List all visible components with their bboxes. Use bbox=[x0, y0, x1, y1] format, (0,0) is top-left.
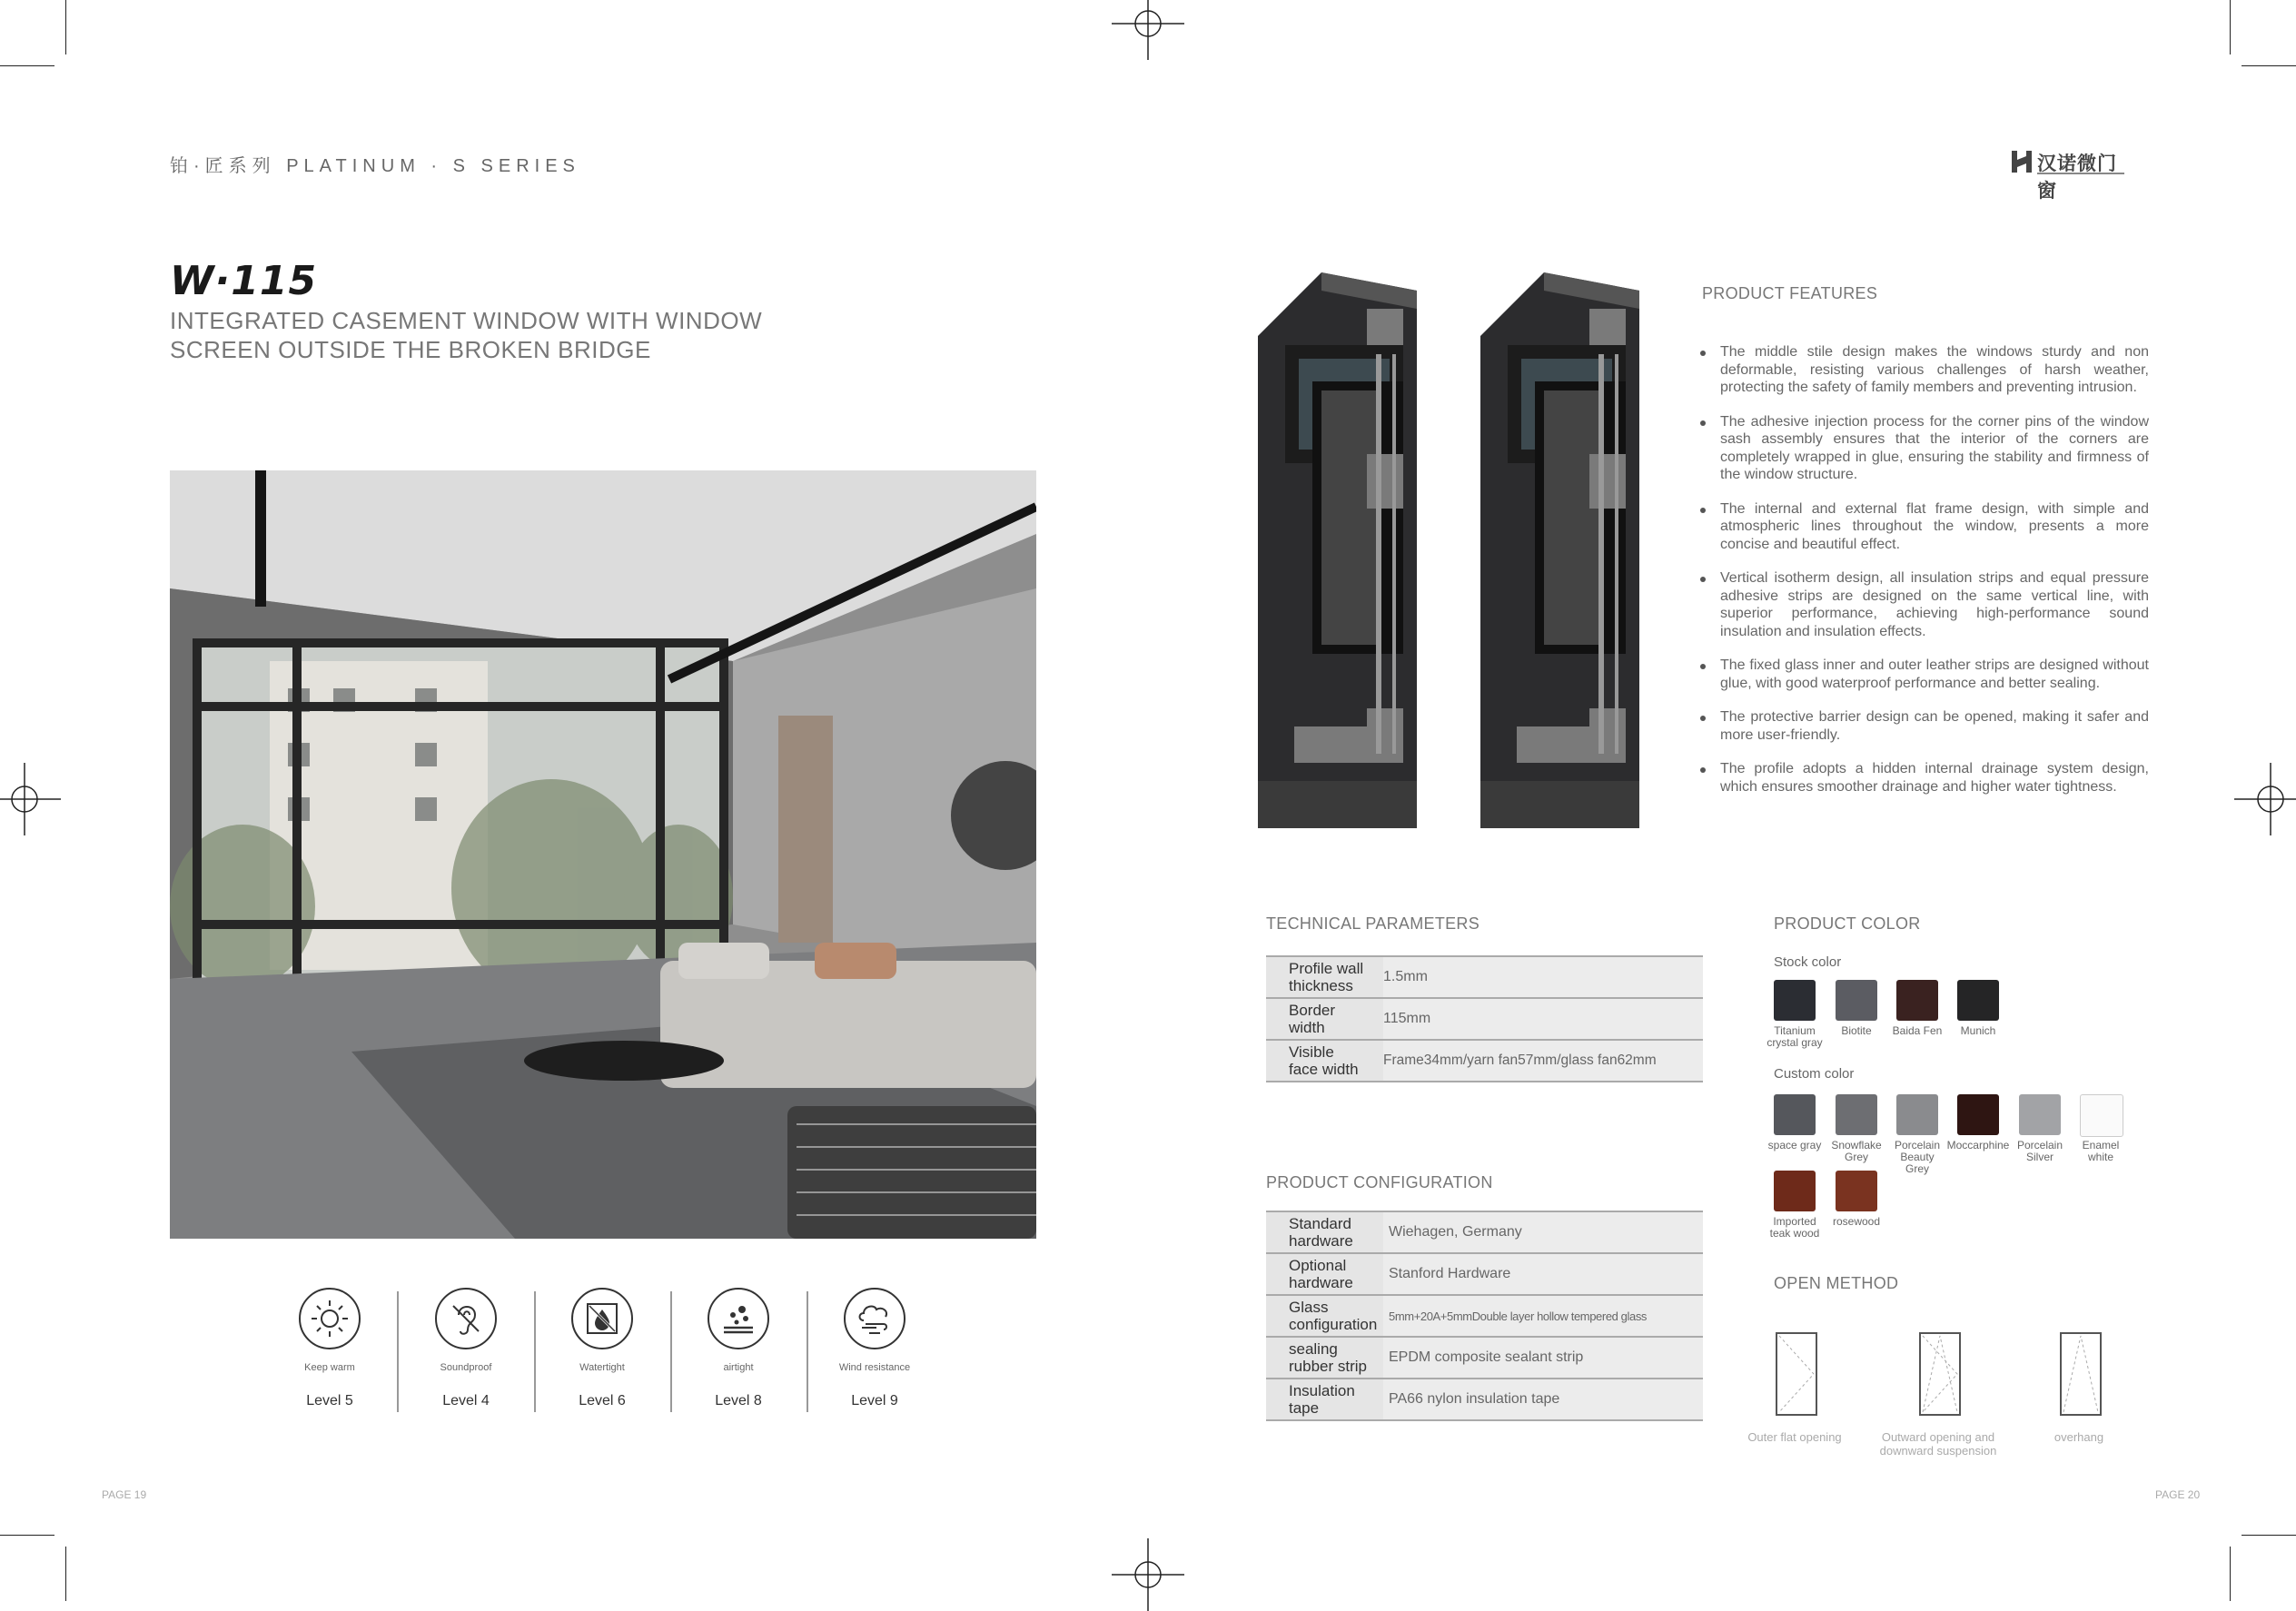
performance-level: Level 4 bbox=[442, 1393, 490, 1408]
param-key: sealing bbox=[1289, 1340, 1338, 1358]
subtitle-line: INTEGRATED CASEMENT WINDOW WITH WINDOW bbox=[170, 307, 763, 334]
registration-mark-icon bbox=[1112, 1538, 1184, 1611]
sun-icon bbox=[299, 1288, 361, 1349]
technical-table bbox=[1266, 955, 1703, 1082]
wind-cloud-icon bbox=[844, 1288, 906, 1349]
param-value: Wiehagen, Germany bbox=[1383, 1211, 1703, 1253]
color-swatch bbox=[1774, 1171, 1816, 1211]
param-key: Profile wall bbox=[1289, 960, 1364, 977]
custom-color-label: Custom color bbox=[1774, 1066, 1855, 1082]
color-name: rosewood bbox=[1832, 1215, 1881, 1228]
table-row bbox=[1266, 1337, 1703, 1379]
profile-cross-section-illustration bbox=[1480, 272, 1639, 828]
feature-item: The fixed glass inner and outer leather strips are designed without glue, with good waterproof performance and better sealing. bbox=[1700, 657, 2149, 692]
table-row bbox=[1266, 1040, 1703, 1082]
ear-icon bbox=[435, 1288, 497, 1349]
brand-logo bbox=[2010, 145, 2128, 202]
color-swatch-label bbox=[1820, 1216, 1893, 1228]
performance-soundproof bbox=[398, 1288, 534, 1409]
performance-wind-resistance bbox=[807, 1288, 943, 1409]
param-key: hardware bbox=[1289, 1274, 1353, 1291]
param-value: 1.5mm bbox=[1383, 956, 1703, 998]
color-name: Grey bbox=[1905, 1162, 1929, 1175]
color-name: Porcelain bbox=[1894, 1139, 1941, 1151]
open-method-text: Outward opening and bbox=[1881, 1430, 1995, 1444]
param-value: Frame34mm/yarn fan57mm/glass fan62mm bbox=[1383, 1040, 1703, 1082]
param-value: 5mm+20A+5mmDouble layer hollow tempered glass bbox=[1383, 1295, 1703, 1337]
color-name: teak wood bbox=[1769, 1227, 1820, 1240]
features-title: PRODUCT FEATURES bbox=[1702, 284, 1878, 302]
param-key: Visible bbox=[1289, 1043, 1334, 1061]
open-method-text: overhang bbox=[2054, 1430, 2104, 1444]
param-value: PA66 nylon insulation tape bbox=[1383, 1379, 1703, 1420]
performance-airtight bbox=[670, 1288, 807, 1409]
performance-level: Level 6 bbox=[579, 1393, 626, 1408]
feature-item: The internal and external flat frame design, with simple and atmospheric lines throughout the window, presents a more concise and beautiful effect. bbox=[1700, 500, 2149, 554]
color-swatch bbox=[1896, 1094, 1938, 1135]
color-swatch-label bbox=[2064, 1140, 2137, 1163]
param-key: Standard bbox=[1289, 1215, 1351, 1232]
param-value: Stanford Hardware bbox=[1383, 1253, 1703, 1295]
configuration-title: PRODUCT CONFIGURATION bbox=[1266, 1173, 1493, 1191]
param-key: Glass bbox=[1289, 1299, 1329, 1316]
param-key: face width bbox=[1289, 1061, 1359, 1078]
param-key: Optional bbox=[1289, 1257, 1347, 1274]
color-name: Imported bbox=[1773, 1215, 1816, 1228]
room-photo bbox=[170, 470, 1036, 1239]
open-method-text: downward suspension bbox=[1879, 1444, 1997, 1458]
color-name: Beauty bbox=[1900, 1151, 1935, 1163]
open-method-label bbox=[2015, 1430, 2143, 1444]
feature-item: The profile adopts a hidden internal drainage system design, which ensures smoother drainage and higher water tightness. bbox=[1700, 760, 2149, 796]
color-name: Snowflake bbox=[1831, 1139, 1882, 1151]
color-name: Enamel bbox=[2082, 1139, 2120, 1151]
color-name: crystal gray bbox=[1767, 1036, 1823, 1049]
color-title: PRODUCT COLOR bbox=[1774, 914, 1921, 933]
water-drop-icon bbox=[571, 1288, 633, 1349]
technical-title: TECHNICAL PARAMETERS bbox=[1266, 914, 1480, 933]
color-name: Moccarphine bbox=[1946, 1139, 2010, 1151]
param-key: Border bbox=[1289, 1002, 1336, 1019]
performance-level: Level 9 bbox=[851, 1393, 898, 1408]
color-swatch bbox=[1836, 1171, 1877, 1211]
param-key: rubber strip bbox=[1289, 1358, 1367, 1375]
page-number-right: PAGE 20 bbox=[2155, 1488, 2201, 1501]
color-swatch bbox=[2019, 1094, 2061, 1135]
registration-mark-icon bbox=[1112, 0, 1184, 60]
feature-item: Vertical isotherm design, all insulation strips and equal pressure adhesive strips are designed on the same vertical line, with superior performance, achieving high-performance sound insulation and insulation effects. bbox=[1700, 569, 2149, 640]
stock-color-label: Stock color bbox=[1774, 954, 1842, 970]
open-method-title: OPEN METHOD bbox=[1774, 1274, 1899, 1292]
table-row bbox=[1266, 1211, 1703, 1253]
open-method-label bbox=[1875, 1430, 2002, 1458]
param-key: tape bbox=[1289, 1399, 1320, 1417]
color-swatch bbox=[1836, 1094, 1877, 1135]
subtitle-line: SCREEN OUTSIDE THE BROKEN BRIDGE bbox=[170, 336, 651, 363]
color-swatch bbox=[1774, 1094, 1816, 1135]
color-name: Grey bbox=[1844, 1151, 1868, 1163]
table-row bbox=[1266, 998, 1703, 1040]
performance-keep-warm bbox=[262, 1288, 398, 1409]
color-swatch bbox=[1896, 980, 1938, 1021]
open-method-text: Outer flat opening bbox=[1747, 1430, 1842, 1444]
performance-label: Keep warm bbox=[304, 1362, 355, 1373]
param-value: 115mm bbox=[1383, 998, 1703, 1040]
feature-item: The middle stile design makes the windows sturdy and non deformable, resisting various challenges of harsh weather, protecting the safety of family members and preventing intrusion. bbox=[1700, 343, 2149, 397]
features-list bbox=[1700, 343, 2149, 812]
performance-watertight bbox=[534, 1288, 670, 1409]
color-swatch bbox=[2080, 1094, 2123, 1137]
color-swatch bbox=[1774, 980, 1816, 1021]
performance-label: Watertight bbox=[579, 1362, 625, 1373]
color-name: Silver bbox=[2025, 1151, 2054, 1163]
table-row bbox=[1266, 1253, 1703, 1295]
color-name: Biotite bbox=[1841, 1024, 1872, 1037]
feature-item: The adhesive injection process for the corner pins of the window sash assembly ensures that the interior of the corners are completely wrapped in glue, ensuring the stability and firmness of the window structure. bbox=[1700, 413, 2149, 484]
param-key: width bbox=[1289, 1019, 1325, 1036]
color-name: Baida Fen bbox=[1892, 1024, 1943, 1037]
product-subtitle bbox=[170, 306, 806, 364]
param-key: thickness bbox=[1289, 977, 1353, 994]
table-row bbox=[1266, 956, 1703, 998]
param-value: EPDM composite sealant strip bbox=[1383, 1337, 1703, 1379]
color-swatch bbox=[1836, 980, 1877, 1021]
color-name: Porcelain bbox=[2016, 1139, 2063, 1151]
configuration-table bbox=[1266, 1211, 1703, 1421]
performance-label: Wind resistance bbox=[838, 1362, 911, 1373]
param-key: hardware bbox=[1289, 1232, 1353, 1250]
color-name: Munich bbox=[1960, 1024, 1996, 1037]
performance-level: Level 8 bbox=[715, 1393, 762, 1408]
overhang-diagram bbox=[2060, 1332, 2102, 1416]
table-row bbox=[1266, 1295, 1703, 1337]
series-title: 铂·匠系列 PLATINUM · S SERIES bbox=[170, 156, 580, 176]
performance-level: Level 5 bbox=[306, 1393, 353, 1408]
feature-item: The protective barrier design can be opened, making it safer and more user-friendly. bbox=[1700, 708, 2149, 744]
model-number: W·115 bbox=[170, 258, 318, 304]
outer-flat-opening-diagram bbox=[1776, 1332, 1817, 1416]
registration-mark-icon bbox=[0, 763, 61, 835]
color-swatch-label bbox=[1942, 1025, 2014, 1037]
airtight-icon bbox=[708, 1288, 769, 1349]
color-name: Titanium bbox=[1774, 1024, 1816, 1037]
open-method-label bbox=[1731, 1430, 1858, 1444]
page-number-left: PAGE 19 bbox=[102, 1488, 147, 1501]
performance-label: airtight bbox=[723, 1362, 754, 1373]
color-swatch bbox=[1957, 1094, 1999, 1135]
param-key: configuration bbox=[1289, 1316, 1378, 1333]
logo-text: 汉诺微门窗 bbox=[2037, 153, 2117, 202]
color-name: space gray bbox=[1767, 1139, 1822, 1151]
registration-mark-icon bbox=[2234, 763, 2296, 835]
outward-downward-diagram bbox=[1919, 1332, 1961, 1416]
table-row bbox=[1266, 1379, 1703, 1420]
performance-label: Soundproof bbox=[440, 1362, 492, 1373]
color-name: white bbox=[2087, 1151, 2113, 1163]
color-swatch bbox=[1957, 980, 1999, 1021]
profile-cross-section-illustration bbox=[1258, 272, 1417, 828]
param-key: Insulation bbox=[1289, 1382, 1355, 1399]
